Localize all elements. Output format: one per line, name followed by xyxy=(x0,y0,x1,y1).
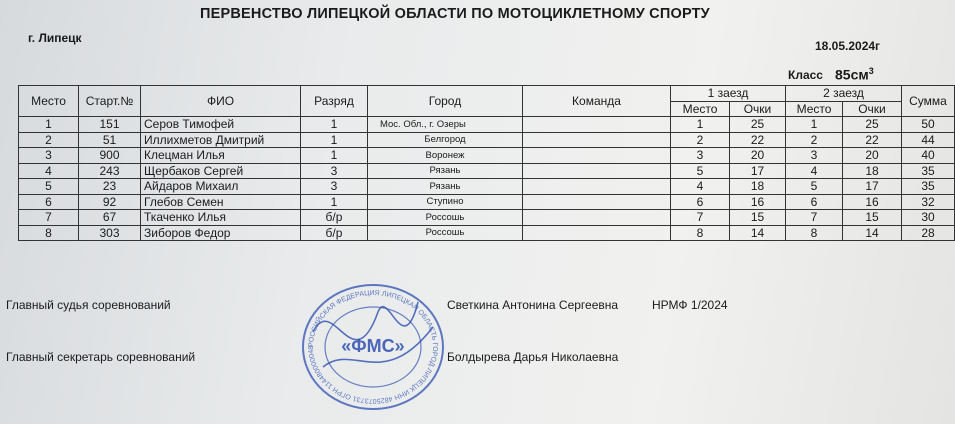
header-place: Место xyxy=(19,86,79,117)
cell-start: 51 xyxy=(79,132,141,148)
nrmf-label: НРМФ 1/2024 xyxy=(652,298,728,312)
cell-name: Айдаров Михаил xyxy=(141,179,301,195)
city-label: г. Липецк xyxy=(28,31,82,45)
cell-team xyxy=(523,210,671,226)
cell-place: 3 xyxy=(19,148,79,164)
cell-rank: 3 xyxy=(301,179,368,195)
cell-place: 2 xyxy=(19,132,79,148)
cell-o2: 16 xyxy=(843,194,902,210)
header-race1-points: Очки xyxy=(730,101,786,117)
results-table xyxy=(18,85,955,241)
cell-name: Глебов Семен xyxy=(141,194,301,210)
cell-sum: 44 xyxy=(902,132,955,148)
cell-start: 151 xyxy=(79,117,141,133)
cell-team xyxy=(523,117,671,133)
table-row xyxy=(19,163,955,179)
cell-o2: 17 xyxy=(843,179,902,195)
judge-label: Главный судья соревнований xyxy=(6,298,171,312)
table-row xyxy=(19,210,955,226)
cell-city: Россошь xyxy=(368,225,523,241)
cell-o2: 25 xyxy=(843,117,902,133)
table-row xyxy=(19,179,955,195)
cell-place: 4 xyxy=(19,163,79,179)
cell-p2: 6 xyxy=(786,194,843,210)
cell-o1: 22 xyxy=(730,132,786,148)
cell-sum: 30 xyxy=(902,210,955,226)
cell-o1: 16 xyxy=(730,194,786,210)
cell-o1: 17 xyxy=(730,163,786,179)
cell-p1: 7 xyxy=(671,210,730,226)
date-label: 18.05.2024г xyxy=(815,39,881,53)
cell-place: 1 xyxy=(19,117,79,133)
cell-o2: 20 xyxy=(843,148,902,164)
cell-o2: 14 xyxy=(843,225,902,241)
cell-p1: 8 xyxy=(671,225,730,241)
cell-sum: 28 xyxy=(902,225,955,241)
class-value-text: 85см xyxy=(835,66,869,83)
cell-name: Зиборов Федор xyxy=(141,225,301,241)
cell-start: 92 xyxy=(79,194,141,210)
secretary-label: Главный секретарь соревнований xyxy=(6,350,196,364)
cell-name: Ткаченко Илья xyxy=(141,210,301,226)
page-title: ПЕРВЕНСТВО ЛИПЕЦКОЙ ОБЛАСТИ ПО МОТОЦИКЛЕТНОМУ СПОРТУ xyxy=(200,6,710,22)
cell-start: 900 xyxy=(79,148,141,164)
cell-p2: 5 xyxy=(786,179,843,195)
table-row xyxy=(19,148,955,164)
cell-sum: 40 xyxy=(902,148,955,164)
cell-city: Белгород xyxy=(368,132,523,148)
header-race2-place: Место xyxy=(786,101,843,117)
stamp-center-text: «ФМС» xyxy=(341,336,405,356)
cell-rank: 1 xyxy=(301,194,368,210)
cell-team xyxy=(523,163,671,179)
cell-city: Воронеж xyxy=(368,148,523,164)
cell-city: Рязань xyxy=(368,163,523,179)
cell-p2: 1 xyxy=(786,117,843,133)
cell-city: Ступино xyxy=(368,194,523,210)
cell-o1: 15 xyxy=(730,210,786,226)
cell-p1: 1 xyxy=(671,117,730,133)
cell-p1: 4 xyxy=(671,179,730,195)
results-body xyxy=(19,117,955,241)
table-row xyxy=(19,225,955,241)
cell-rank: б/р xyxy=(301,225,368,241)
header-race1-place: Место xyxy=(671,101,730,117)
cell-o1: 14 xyxy=(730,225,786,241)
cell-place: 6 xyxy=(19,194,79,210)
cell-o1: 20 xyxy=(730,148,786,164)
cell-start: 23 xyxy=(79,179,141,195)
header-team: Команда xyxy=(523,86,671,117)
cell-o1: 18 xyxy=(730,179,786,195)
judge-name: Светкина Антонина Сергеевна xyxy=(447,298,619,312)
cell-sum: 35 xyxy=(902,179,955,195)
header-total: Сумма xyxy=(902,86,955,117)
cell-sum: 35 xyxy=(902,163,955,179)
cell-name: Иллихметов Дмитрий xyxy=(141,132,301,148)
header-race2-points: Очки xyxy=(843,101,902,117)
class-value xyxy=(835,66,874,83)
cell-o1: 25 xyxy=(730,117,786,133)
cell-sum: 50 xyxy=(902,117,955,133)
secretary-name: Болдырева Дарья Николаевна xyxy=(447,350,619,364)
cell-o2: 15 xyxy=(843,210,902,226)
cell-rank: 3 xyxy=(301,163,368,179)
cell-team xyxy=(523,225,671,241)
header-fio: ФИО xyxy=(141,86,301,117)
cell-rank: 1 xyxy=(301,132,368,148)
cell-p1: 6 xyxy=(671,194,730,210)
cell-p2: 2 xyxy=(786,132,843,148)
class-label: Класс xyxy=(788,68,823,82)
table-row xyxy=(19,117,955,133)
cell-p1: 5 xyxy=(671,163,730,179)
cell-p1: 3 xyxy=(671,148,730,164)
header-race1: 1 заезд xyxy=(671,86,786,102)
cell-p2: 3 xyxy=(786,148,843,164)
table-row xyxy=(19,132,955,148)
cell-rank: 1 xyxy=(301,148,368,164)
header-race2: 2 заезд xyxy=(786,86,902,102)
cell-city: Мос. Обл., г. Озеры xyxy=(368,117,523,133)
table-row xyxy=(19,194,955,210)
header-start-no: Старт.№ xyxy=(79,86,141,117)
cell-place: 8 xyxy=(19,225,79,241)
official-stamp xyxy=(293,272,453,422)
cell-start: 303 xyxy=(79,225,141,241)
class-value-sup: 3 xyxy=(868,66,874,76)
cell-p2: 4 xyxy=(786,163,843,179)
cell-city: Рязань xyxy=(368,179,523,195)
cell-name: Щербаков Сергей xyxy=(141,163,301,179)
cell-team xyxy=(523,194,671,210)
header-city: Город xyxy=(368,86,523,117)
cell-name: Клецман Илья xyxy=(141,148,301,164)
cell-p2: 7 xyxy=(786,210,843,226)
cell-p1: 2 xyxy=(671,132,730,148)
cell-name: Серов Тимофей xyxy=(141,117,301,133)
cell-sum: 32 xyxy=(902,194,955,210)
header-rank: Разряд xyxy=(301,86,368,117)
cell-o2: 22 xyxy=(843,132,902,148)
cell-place: 5 xyxy=(19,179,79,195)
cell-city: Россошь xyxy=(368,210,523,226)
cell-o2: 18 xyxy=(843,163,902,179)
cell-rank: б/р xyxy=(301,210,368,226)
cell-start: 67 xyxy=(79,210,141,226)
cell-team xyxy=(523,148,671,164)
cell-p2: 8 xyxy=(786,225,843,241)
cell-rank: 1 xyxy=(301,117,368,133)
cell-start: 243 xyxy=(79,163,141,179)
cell-team xyxy=(523,179,671,195)
stamp-ring-text: РОССИЙСКАЯ ФЕДЕРАЦИЯ ЛИПЕЦКАЯ ОБЛАСТЬ ГОРОД ЛИПЕЦК ИНН 4825073731 ОГРН 114480000048 xyxy=(307,289,439,405)
cell-team xyxy=(523,132,671,148)
cell-place: 7 xyxy=(19,210,79,226)
